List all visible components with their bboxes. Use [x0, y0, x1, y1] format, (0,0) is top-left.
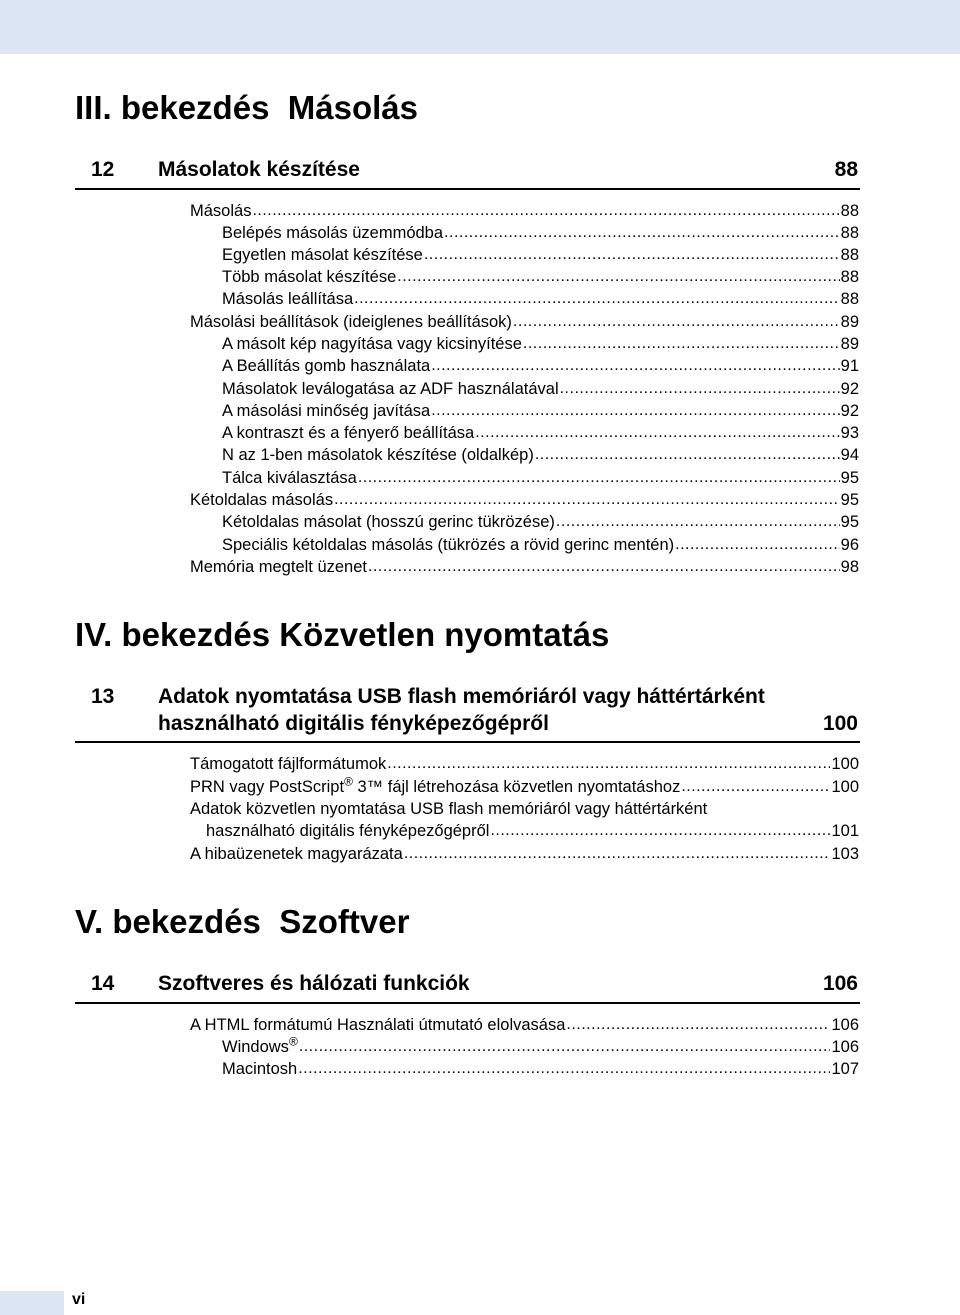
- toc-entry[interactable]: [222, 243, 859, 265]
- chapter-13-heading[interactable]: [75, 685, 860, 743]
- toc-entry[interactable]: [222, 1035, 859, 1057]
- toc-entry[interactable]: [222, 377, 859, 399]
- toc-entry[interactable]: [190, 488, 859, 510]
- dot-leader: [475, 423, 839, 443]
- toc-entry-page: 88: [840, 268, 859, 286]
- toc-entry[interactable]: [222, 510, 859, 532]
- toc-entry-page: 101: [831, 822, 859, 840]
- toc-entry-label: Belépés másolás üzemmódba: [222, 224, 444, 242]
- dot-leader: [556, 512, 840, 532]
- part-4-title: IV. bekezdés Közvetlen nyomtatás: [75, 616, 610, 653]
- toc-entry-label: Több másolat készítése: [222, 268, 397, 286]
- toc-entry[interactable]: [222, 221, 859, 243]
- toc-entry-label: A hibaüzenetek magyarázata: [190, 845, 403, 863]
- toc-entry[interactable]: [190, 842, 859, 864]
- dot-leader: [513, 312, 840, 332]
- toc-entry-page: 98: [840, 558, 859, 576]
- toc-entry-label: A Beállítás gomb használata: [222, 357, 431, 375]
- toc-entry-page: 95: [840, 513, 859, 531]
- dot-leader: [404, 844, 831, 864]
- toc-entry-page: 88: [840, 224, 859, 242]
- chapter-title-line-1: Adatok nyomtatása USB flash memóriáról vagy háttértárként: [158, 685, 765, 708]
- dot-leader: [431, 401, 839, 421]
- chapter-title: Másolatok készítése: [158, 158, 360, 181]
- toc-entry-page: 92: [840, 380, 859, 398]
- toc-entry-label: N az 1-ben másolatok készítése (oldalkép): [222, 446, 534, 464]
- toc-entry-page: 93: [840, 424, 859, 442]
- toc-entry[interactable]: [222, 533, 859, 555]
- toc-entry-page: 91: [840, 357, 859, 375]
- toc-entry[interactable]: [190, 199, 859, 221]
- chapter-page: 106: [822, 972, 858, 995]
- chapter-number: 13: [91, 685, 115, 708]
- dot-leader: [358, 468, 840, 488]
- dot-leader: [566, 1015, 830, 1035]
- toc-entry-page: 89: [840, 335, 859, 353]
- dot-leader: [431, 356, 839, 376]
- dot-leader: [354, 289, 839, 309]
- toc-entry[interactable]: [222, 354, 859, 376]
- dot-leader: [444, 223, 840, 243]
- toc-entry[interactable]: [190, 1013, 859, 1035]
- chapter-number: 12: [91, 158, 115, 181]
- chapter-number: 14: [91, 972, 115, 995]
- dot-leader: [535, 445, 840, 465]
- dot-leader: [681, 777, 830, 797]
- dot-leader: [252, 201, 839, 221]
- chapter-page: 88: [834, 158, 858, 181]
- dot-leader: [397, 267, 839, 287]
- toc-entry-label: Egyetlen másolat készítése: [222, 246, 423, 264]
- chapter-title: Szoftveres és hálózati funkciók: [158, 972, 470, 995]
- toc-entry-label: Támogatott fájlformátumok: [190, 755, 387, 773]
- dot-leader: [368, 557, 840, 577]
- toc-entry-page: 106: [831, 1016, 859, 1034]
- dot-leader: [298, 1059, 830, 1079]
- toc-entry-page: 92: [840, 402, 859, 420]
- dot-leader: [387, 754, 830, 774]
- dot-leader: [675, 535, 840, 555]
- dot-leader: [490, 821, 830, 841]
- toc-entry[interactable]: [222, 443, 859, 465]
- dot-leader: [523, 334, 840, 354]
- toc-entry-page: 88: [840, 202, 859, 220]
- toc-entry[interactable]: [206, 819, 859, 841]
- toc-entry-page: 95: [840, 491, 859, 509]
- footer-color-tab: [0, 1291, 64, 1315]
- dot-leader: [334, 490, 840, 510]
- toc-entry-label: Speciális kétoldalas másolás (tükrözés a rövid gerinc mentén): [222, 536, 675, 554]
- toc-entry-label: Kétoldalas másolat (hosszú gerinc tükrözése): [222, 513, 555, 531]
- toc-entry-label: Tálca kiválasztása: [222, 469, 357, 487]
- toc-entry[interactable]: [222, 332, 859, 354]
- toc-entry-page: 96: [840, 536, 859, 554]
- dot-leader: [560, 379, 840, 399]
- toc-entry-page: 103: [831, 845, 859, 863]
- toc-entry[interactable]: [222, 265, 859, 287]
- chapter-page: 100: [822, 712, 858, 735]
- toc-entry-label: Kétoldalas másolás: [190, 491, 334, 509]
- dot-leader: [299, 1037, 831, 1057]
- toc-entry-label: használható digitális fényképezőgépről: [206, 822, 490, 840]
- toc-entry-label: Másolás: [190, 202, 252, 220]
- toc-entry-page: 94: [840, 446, 859, 464]
- toc-entry-label: Másolatok leválogatása az ADF használatával: [222, 380, 559, 398]
- toc-entry[interactable]: [190, 752, 859, 774]
- toc-entry-label: Memória megtelt üzenet: [190, 558, 367, 576]
- toc-entry-label: A másolási minőség javítása: [222, 402, 431, 420]
- toc-entry-label: A másolt kép nagyítása vagy kicsinyítése: [222, 335, 522, 353]
- toc-entry-page: 95: [840, 469, 859, 487]
- toc-entry[interactable]: [222, 399, 859, 421]
- toc-entry-page: 88: [840, 290, 859, 308]
- toc-entry-page: 100: [831, 778, 859, 796]
- toc-entry-page: 89: [840, 313, 859, 331]
- toc-entry[interactable]: [222, 287, 859, 309]
- toc-entry[interactable]: [190, 310, 859, 332]
- registered-mark: ®: [344, 774, 353, 789]
- toc-entry-label-line-1[interactable]: Adatok közvetlen nyomtatása USB flash memóriáról vagy háttértárként: [190, 800, 708, 818]
- toc-entry-label: Másolási beállítások (ideiglenes beállítások): [190, 313, 512, 331]
- toc-entry-label: PRN vagy PostScript® 3™ fájl létrehozása közvetlen nyomtatáshoz: [190, 774, 681, 796]
- toc-entry[interactable]: [190, 775, 859, 797]
- toc-entry-label: A HTML formátumú Használati útmutató elolvasása: [190, 1016, 566, 1034]
- toc-entry-label: Macintosh: [222, 1060, 298, 1078]
- toc-entry[interactable]: [222, 466, 859, 488]
- top-color-band: [0, 0, 960, 54]
- chapter-title-line-2: használható digitális fényképezőgépről: [158, 712, 549, 735]
- footer-page-number: vi: [72, 1291, 86, 1308]
- toc-entry-label: Másolás leállítása: [222, 290, 354, 308]
- part-5-title: V. bekezdés Szoftver: [75, 903, 410, 940]
- toc-entry[interactable]: [222, 1057, 859, 1079]
- dot-leader: [424, 245, 840, 265]
- toc-entry[interactable]: [190, 555, 859, 577]
- toc-entry-label: Windows®: [222, 1034, 298, 1056]
- toc-entry-page: 107: [831, 1060, 859, 1078]
- registered-mark: ®: [288, 1034, 298, 1049]
- chapter-14-heading[interactable]: [75, 972, 860, 1004]
- toc-entry-page: 106: [831, 1038, 859, 1056]
- chapter-12-heading[interactable]: [75, 158, 860, 190]
- toc-entry-page: 88: [840, 246, 859, 264]
- toc-entry-page: 100: [831, 755, 859, 773]
- toc-entry-label: A kontraszt és a fényerő beállítása: [222, 424, 475, 442]
- toc-entry[interactable]: [222, 421, 859, 443]
- part-3-title: III. bekezdés Másolás: [75, 89, 418, 126]
